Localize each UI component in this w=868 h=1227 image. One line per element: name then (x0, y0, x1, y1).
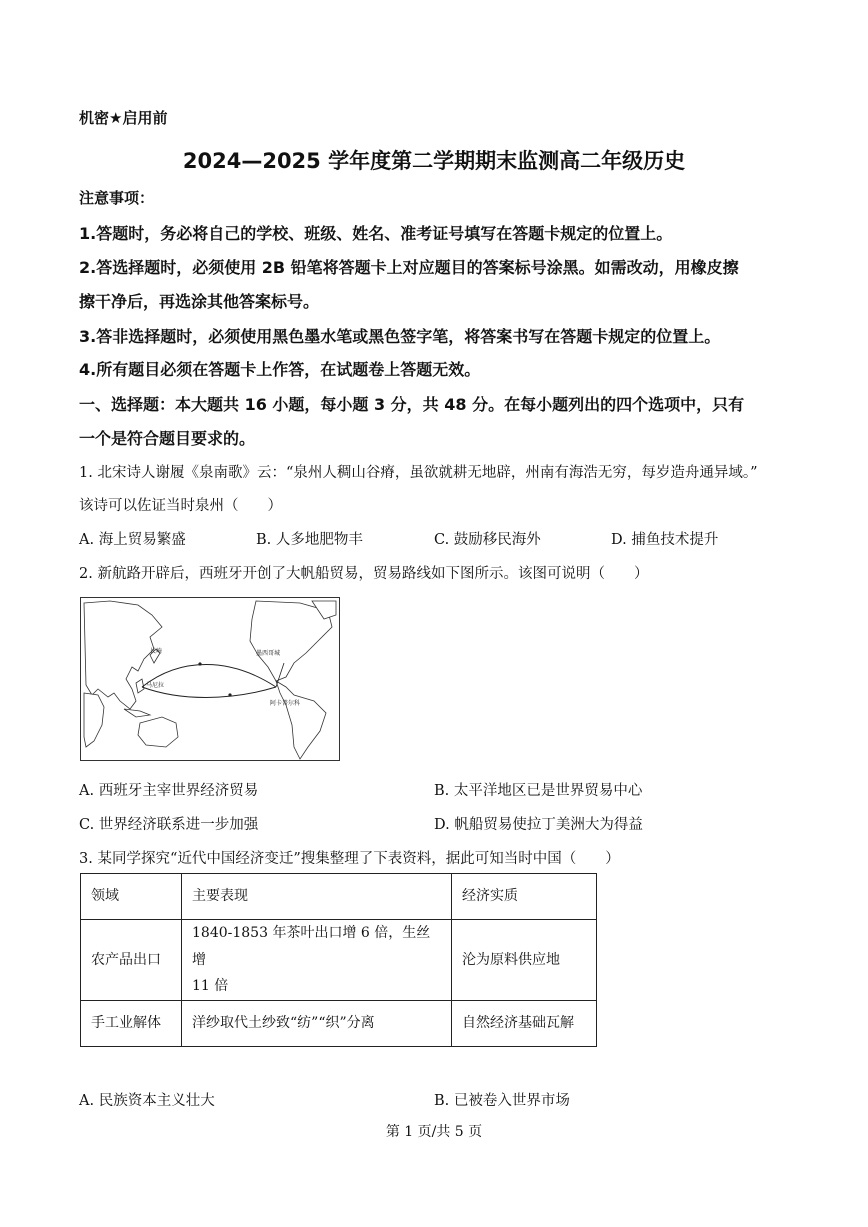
q2-option-c[interactable]: C. 世界经济联系进一步加强 (79, 817, 259, 833)
note-item: 3.答非选择题时，必须使用黑色墨水笔或黑色签字笔，将答案书写在答题卡规定的位置上。 (79, 327, 721, 346)
table-cell-line: 1840-1853 年茶叶出口增 6 倍，生丝增 (192, 925, 431, 968)
q1-option-b[interactable]: B. 人多地肥物丰 (256, 532, 363, 548)
map-label-acapulco: 阿卡普尔科 (270, 700, 301, 707)
q2-option-b[interactable]: B. 太平洋地区已是世界贸易中心 (434, 783, 643, 799)
q1-option-c[interactable]: C. 鼓励移民海外 (434, 532, 541, 548)
q2-option-a[interactable]: A. 西班牙主宰世界经济贸易 (79, 783, 259, 799)
q1-option-d[interactable]: D. 捕鱼技术提升 (611, 532, 719, 548)
table-row (81, 920, 597, 1001)
table-cell: 沦为原料供应地 (452, 920, 597, 1001)
question-1-stem-cont: 该诗可以佐证当时泉州（ ） (79, 498, 282, 514)
map-label-nagasaki: 长崎 (150, 648, 163, 655)
section-heading-cont: 一个是符合题目要求的。 (79, 429, 256, 448)
table-header-row (81, 874, 597, 920)
page-title: 2024—2025 学年度第二学期期末监测高二年级历史 (182, 149, 686, 173)
table-cell (182, 920, 452, 1001)
question-1-stem: 1. 北宋诗人谢履《泉南歌》云：“泉州人稠山谷瘠，虽欲就耕无地辟，州南有海浩无穷，每岁造舟通异域。” (79, 465, 758, 481)
table-cell: 农产品出口 (81, 920, 182, 1001)
note-item: 2.答选择题时，必须使用 2B 铅笔将答题卡上对应题目的答案标号涂黑。如需改动，用橡皮擦 (79, 258, 739, 277)
galleon-trade-map (80, 597, 340, 761)
table-cell: 自然经济基础瓦解 (452, 1000, 597, 1046)
question-2-stem: 2. 新航路开辟后，西班牙开创了大帆船贸易，贸易路线如下图所示。该图可说明（ ） (79, 566, 649, 582)
q2-option-d[interactable]: D. 帆船贸易使拉丁美洲大为得益 (434, 817, 643, 833)
question-3-stem: 3. 某同学探究“近代中国经济变迁”搜集整理了下表资料，据此可知当时中国（ ） (79, 851, 620, 867)
table-header-cell: 主要表现 (182, 874, 452, 920)
page-footer: 第 1 页/共 5 页 (385, 1124, 483, 1140)
q3-option-b[interactable]: B. 已被卷入世界市场 (434, 1093, 570, 1109)
note-item: 4.所有题目必须在答题卡上作答，在试题卷上答题无效。 (79, 360, 481, 379)
economy-table (80, 873, 597, 1047)
map-label-mexico-city: 墨西哥城 (256, 650, 281, 657)
table-header-cell: 领域 (81, 874, 182, 920)
note-item: 1.答题时，务必将自己的学校、班级、姓名、准考证号填写在答题卡规定的位置上。 (79, 224, 673, 243)
table-header-cell: 经济实质 (452, 874, 597, 920)
table-cell: 手工业解体 (81, 1000, 182, 1046)
confidential-label: 机密★启用前 (79, 109, 168, 127)
note-item: 擦干净后，再选涂其他答案标号。 (79, 292, 320, 311)
map-label-manila: 马尼拉 (146, 682, 165, 689)
table-cell-line: 11 倍 (192, 978, 229, 995)
table-row (81, 1000, 597, 1046)
notes-heading: 注意事项： (79, 189, 155, 207)
table-cell: 洋纱取代土纱致“纺”“织”分离 (182, 1000, 452, 1046)
q1-option-a[interactable]: A. 海上贸易繁盛 (79, 532, 186, 548)
section-heading: 一、选择题：本大题共 16 小题，每小题 3 分，共 48 分。在每小题列出的四个选项中，只有 (79, 395, 745, 414)
q3-option-a[interactable]: A. 民族资本主义壮大 (79, 1093, 215, 1109)
